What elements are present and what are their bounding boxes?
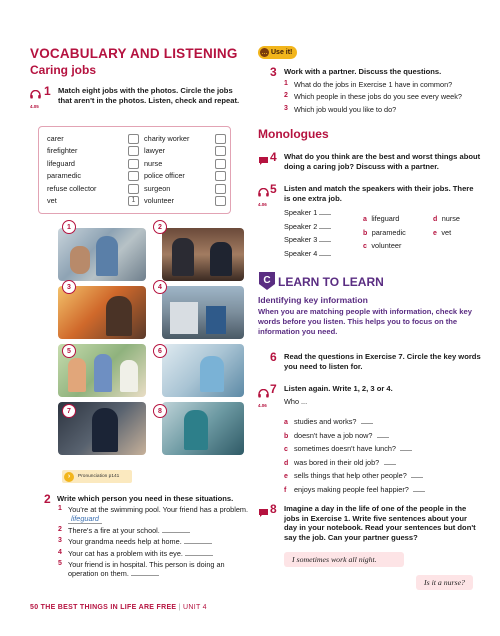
exercise-number: 4: [270, 150, 277, 164]
learn-to-learn-title: LEARN TO LEARN: [278, 275, 384, 289]
answer-box[interactable]: [128, 134, 139, 144]
option-item: c volunteer: [363, 241, 402, 251]
answer-box[interactable]: [215, 171, 226, 181]
exercise-number: 8: [270, 502, 277, 516]
answer-box[interactable]: [215, 196, 226, 206]
speaker-list: [284, 208, 364, 262]
job-item: lawyer: [144, 146, 226, 158]
chat-icon: …: [261, 49, 268, 56]
exercise-instruction: What do you think are the best and worst things about doing a caring job? Discuss with a partner.: [284, 152, 481, 171]
photo-number-badge: 2: [153, 220, 167, 234]
list-item: 4 Your cat has a problem with its eye.: [58, 549, 253, 558]
speech-bubble-icon: [258, 153, 269, 171]
answer-box[interactable]: 1: [128, 196, 139, 206]
photo-carer: [58, 228, 146, 281]
section-heading: Monologues: [258, 127, 329, 141]
list-item: 2 Which people in these jobs do you see every week?: [284, 92, 462, 102]
photo-number-badge: 6: [153, 344, 167, 358]
answer-blank[interactable]: [185, 549, 213, 556]
answer-box[interactable]: [128, 159, 139, 169]
job-item: lifeguard: [47, 159, 139, 171]
photo-number-badge: 4: [153, 280, 167, 294]
job-item: paramedic: [47, 171, 139, 183]
track-number: 4.06: [258, 403, 267, 408]
list-item: 1 You're at the swimming pool. Your friend has a problem. lifeguard: [58, 505, 249, 524]
job-list-right: [144, 134, 226, 208]
answer-blank[interactable]: [319, 249, 331, 256]
list-item: e sells things that help other people?: [284, 465, 484, 479]
answer-blank[interactable]: [384, 458, 396, 465]
job-word-box: [38, 126, 231, 214]
list-item: 1 What do the jobs in Exercise 1 have in common?: [284, 80, 453, 89]
pronunciation-link[interactable]: › Pronunciation p141: [62, 470, 132, 483]
answer-blank[interactable]: [319, 235, 331, 242]
job-options: [363, 208, 483, 249]
job-item: vet 1: [47, 196, 139, 208]
section-title: VOCABULARY AND LISTENING: [30, 46, 238, 61]
exercise-instruction: Listen and match the speakers with their jobs. There is one extra job.: [284, 184, 474, 203]
example-speech-bubble: Is it a nurse?: [416, 575, 473, 590]
list-item: 3 Your grandma needs help at home.: [58, 537, 253, 546]
answer-blank[interactable]: [319, 222, 331, 229]
answer-blank[interactable]: [361, 417, 373, 424]
track-number: 4.06: [258, 202, 267, 207]
answer-box[interactable]: [128, 146, 139, 156]
answer-blank[interactable]: [413, 485, 425, 492]
list-item: d was bored in their old job?: [284, 452, 484, 466]
photo-number-badge: 1: [62, 220, 76, 234]
page-number: 50: [30, 604, 39, 611]
exercise-number: 7: [270, 382, 277, 396]
answer-blank[interactable]: [411, 471, 423, 478]
footer-book-title: THE BEST THINGS IN LIFE ARE FREE: [40, 604, 177, 611]
list-item: 2 There's a fire at your school.: [58, 526, 253, 535]
speaker-row: Speaker 1: [284, 208, 364, 222]
speaker-row: Speaker 4: [284, 249, 364, 263]
use-it-badge: … Use it!: [258, 46, 297, 59]
answer-blank[interactable]: [377, 431, 389, 438]
answer-blank[interactable]: [400, 444, 412, 451]
learn-to-learn-logo: [258, 271, 276, 291]
who-prompt: Who ...: [284, 397, 308, 406]
answer-blank[interactable]: [184, 537, 212, 544]
list-item: 3 Which job would you like to do?: [284, 104, 397, 114]
ex2-list: [58, 505, 253, 579]
answer-box[interactable]: [128, 171, 139, 181]
job-item: carer: [47, 134, 139, 146]
photo-number-badge: 8: [153, 404, 167, 418]
speech-bubble-icon: [258, 505, 269, 523]
learn-to-learn-subtitle: Identifying key information: [258, 295, 368, 305]
exercise-instruction: Work with a partner. Discuss the questions.: [284, 67, 442, 76]
page-footer: 50 THE BEST THINGS IN LIFE ARE FREE | UNIT 4: [30, 604, 207, 611]
option-item: a lifeguard: [363, 214, 400, 223]
answer-box[interactable]: [215, 184, 226, 194]
job-item: police officer: [144, 171, 226, 183]
answer-blank[interactable]: [319, 208, 331, 215]
answer-box[interactable]: [128, 184, 139, 194]
answer-blank[interactable]: [131, 569, 159, 576]
footer-unit: UNIT 4: [183, 604, 207, 611]
list-item: a studies and works?: [284, 411, 484, 425]
headphones-icon: [258, 385, 270, 403]
list-item: f enjoys making people feel happier?: [284, 479, 484, 493]
photo-firefighter: [58, 286, 146, 339]
option-item: b paramedic: [363, 227, 406, 237]
photo-number-badge: 7: [62, 404, 76, 418]
job-item: refuse collector: [47, 184, 139, 196]
exercise-number: 2: [44, 492, 51, 506]
exercise-number: 3: [270, 65, 277, 79]
exercise-instruction: Write which person you need in these situations.: [57, 494, 234, 503]
job-item: charity worker: [144, 134, 226, 146]
exercise-instruction: Read the questions in Exercise 7. Circle the key words you need to listen for.: [284, 352, 481, 371]
exercise-instruction: Imagine a day in the life of one of the people in the jobs in Exercise 1. Write five sentences about your day in your notebook. Read your sentences but don't say the job. Can your partner guess?: [284, 504, 476, 542]
speaker-row: Speaker 2: [284, 222, 364, 236]
ex5-audio[interactable]: [258, 184, 270, 207]
job-list-left: [47, 134, 139, 208]
example-speech-bubble: I sometimes work all night.: [284, 552, 404, 567]
exercise-number: 6: [270, 350, 277, 364]
list-item: c sometimes doesn't have lunch?: [284, 438, 484, 452]
logo-letter: C: [263, 275, 271, 286]
option-item: d nurse: [433, 214, 460, 223]
photo-lawyer: [162, 228, 244, 281]
job-item: volunteer: [144, 196, 226, 208]
option-item: e vet: [433, 227, 452, 237]
headphones-icon: [258, 184, 270, 202]
answer-box[interactable]: [215, 159, 226, 169]
exercise-number: 5: [270, 182, 277, 196]
list-item: 5 Your friend is in hospital. This person is doing an operation on them.: [58, 560, 225, 579]
exercise-instruction: Listen again. Write 1, 2, 3 or 4.: [284, 384, 393, 393]
chevron-right-icon: ›: [64, 472, 74, 482]
answer-box[interactable]: [215, 134, 226, 144]
exercise-number: 1: [44, 84, 51, 98]
job-item: nurse: [144, 159, 226, 171]
photo-number-badge: 3: [62, 280, 76, 294]
learn-to-learn-body: When you are matching people with information, check key words before you listen. This helps you to focus on the information you need.: [258, 307, 472, 336]
example-answer: lifeguard: [68, 514, 102, 524]
photo-surgeon: [162, 402, 244, 455]
section-subtitle: Caring jobs: [30, 63, 97, 77]
track-number: 4.05: [30, 104, 39, 109]
photo-nurse: [162, 344, 244, 397]
ex3-list: [284, 80, 484, 114]
speaker-row: Speaker 3: [284, 235, 364, 249]
ex7-list: [284, 411, 484, 493]
job-item: surgeon: [144, 184, 226, 196]
exercise-instruction: Match eight jobs with the photos. Circle the jobs that aren't in the photos. Listen, check and repeat.: [58, 86, 240, 105]
photo-number-badge: 5: [62, 344, 76, 358]
photo-refuse-collector: [162, 286, 244, 339]
list-item: b doesn't have a job now?: [284, 425, 484, 439]
job-item: firefighter: [47, 146, 139, 158]
answer-box[interactable]: [215, 146, 226, 156]
answer-blank[interactable]: [162, 526, 190, 533]
ex7-audio[interactable]: [258, 385, 270, 408]
